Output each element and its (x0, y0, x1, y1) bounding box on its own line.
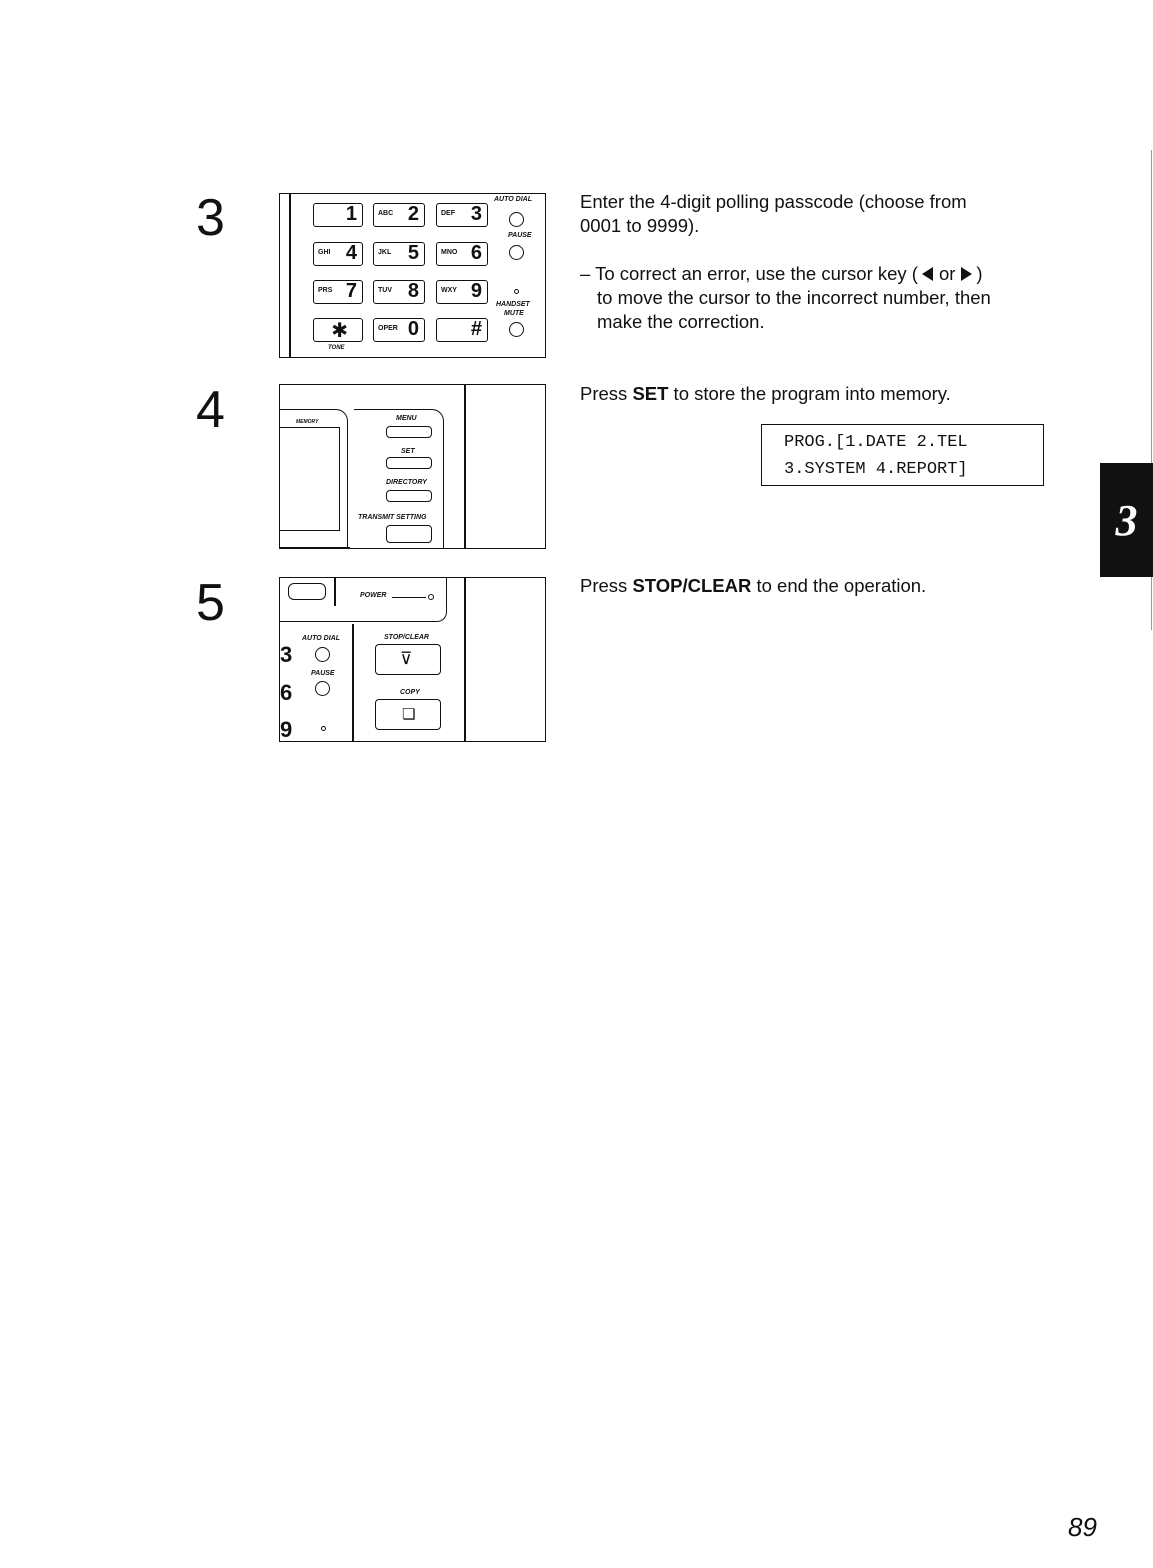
lcd-display (761, 424, 1044, 486)
column-divider (352, 624, 354, 742)
step-3-instruction: Enter the 4-digit polling passcode (choose from (580, 191, 967, 212)
pause-button (509, 245, 524, 260)
tone-label: TONE (328, 345, 345, 351)
step-5-instruction: Press STOP/CLEAR to end the operation. (580, 575, 927, 596)
edge-digit: 6 (280, 680, 293, 705)
lcd-line: 3.SYSTEM 4.REPORT] (784, 460, 968, 479)
menu-button (386, 426, 432, 438)
keypad-illustration (279, 193, 546, 358)
handset-mute-label: MUTE (504, 310, 524, 317)
power-label: POWER (360, 592, 387, 599)
keypad-key: ✱ (313, 318, 363, 342)
keypad-key: GHI 4 (313, 242, 363, 266)
directory-label: DIRECTORY (386, 479, 427, 486)
lcd-line: PROG.[1.DATE 2.TEL (784, 433, 968, 452)
stop-clear-label: STOP/CLEAR (384, 634, 429, 641)
stop-clear-panel-illustration (279, 577, 546, 742)
keypad-key: JKL 5 (373, 242, 425, 266)
power-switch (288, 583, 326, 600)
pause-label: PAUSE (508, 232, 532, 239)
pause-label: PAUSE (311, 670, 335, 677)
step-3-note: to move the cursor to the incorrect number, then (597, 287, 991, 308)
cursor-right-icon (961, 267, 972, 281)
directory-button (386, 490, 432, 502)
edge-digit: 3 (280, 642, 293, 667)
set-button (386, 457, 432, 469)
menu-label: MENU (396, 415, 417, 422)
power-leader (392, 597, 426, 598)
step-number: 4 (196, 381, 225, 439)
cursor-left-icon (922, 267, 933, 281)
indicator-light (514, 289, 519, 294)
copy-icon: ❏ (402, 706, 416, 723)
handset-mute-button (509, 322, 524, 337)
keypad-key: ABC 2 (373, 203, 425, 227)
keypad-key: # (436, 318, 488, 342)
stop-clear-button (375, 644, 441, 675)
keypad-key: OPER 0 (373, 318, 425, 342)
keypad-key: PRS 7 (313, 280, 363, 304)
menu-panel-illustration (279, 384, 546, 549)
keypad-key: 1 (313, 203, 363, 227)
step-4-instruction: Press SET to store the program into memory. (580, 383, 951, 404)
power-indicator (428, 594, 434, 600)
keypad-key: WXY 9 (436, 280, 488, 304)
step-3-note: – To correct an error, use the cursor key ( or ) (580, 263, 983, 284)
transmit-setting-label: TRANSMIT SETTING (358, 514, 427, 521)
step-number: 5 (196, 574, 225, 632)
step-number: 3 (196, 189, 225, 247)
auto-dial-button (509, 212, 524, 227)
stop-icon: ⊽ (400, 649, 413, 668)
transmit-setting-button (386, 525, 432, 543)
step-3-note: make the correction. (597, 311, 765, 332)
chapter-tab: 3 (1100, 463, 1153, 577)
keypad-key: TUV 8 (373, 280, 425, 304)
auto-dial-label: AUTO DIAL (302, 635, 340, 642)
keypad-key: DEF 3 (436, 203, 488, 227)
copy-label: COPY (400, 689, 420, 696)
keypad-key: MNO 6 (436, 242, 488, 266)
copy-button (375, 699, 441, 730)
auto-dial-button (315, 647, 330, 662)
handset-mute-label: HANDSET (496, 301, 530, 308)
page-number: 89 (1068, 1512, 1097, 1542)
edge-digit: 9 (280, 717, 293, 742)
memory-label: MEMORY (296, 419, 319, 425)
display-window (280, 427, 340, 531)
panel-edge (280, 547, 350, 549)
set-label: SET (401, 448, 415, 455)
indicator-light (321, 726, 326, 731)
auto-dial-label: AUTO DIAL (494, 196, 532, 203)
pause-button (315, 681, 330, 696)
power-divider (334, 578, 336, 606)
step-3-instruction: 0001 to 9999). (580, 215, 700, 236)
